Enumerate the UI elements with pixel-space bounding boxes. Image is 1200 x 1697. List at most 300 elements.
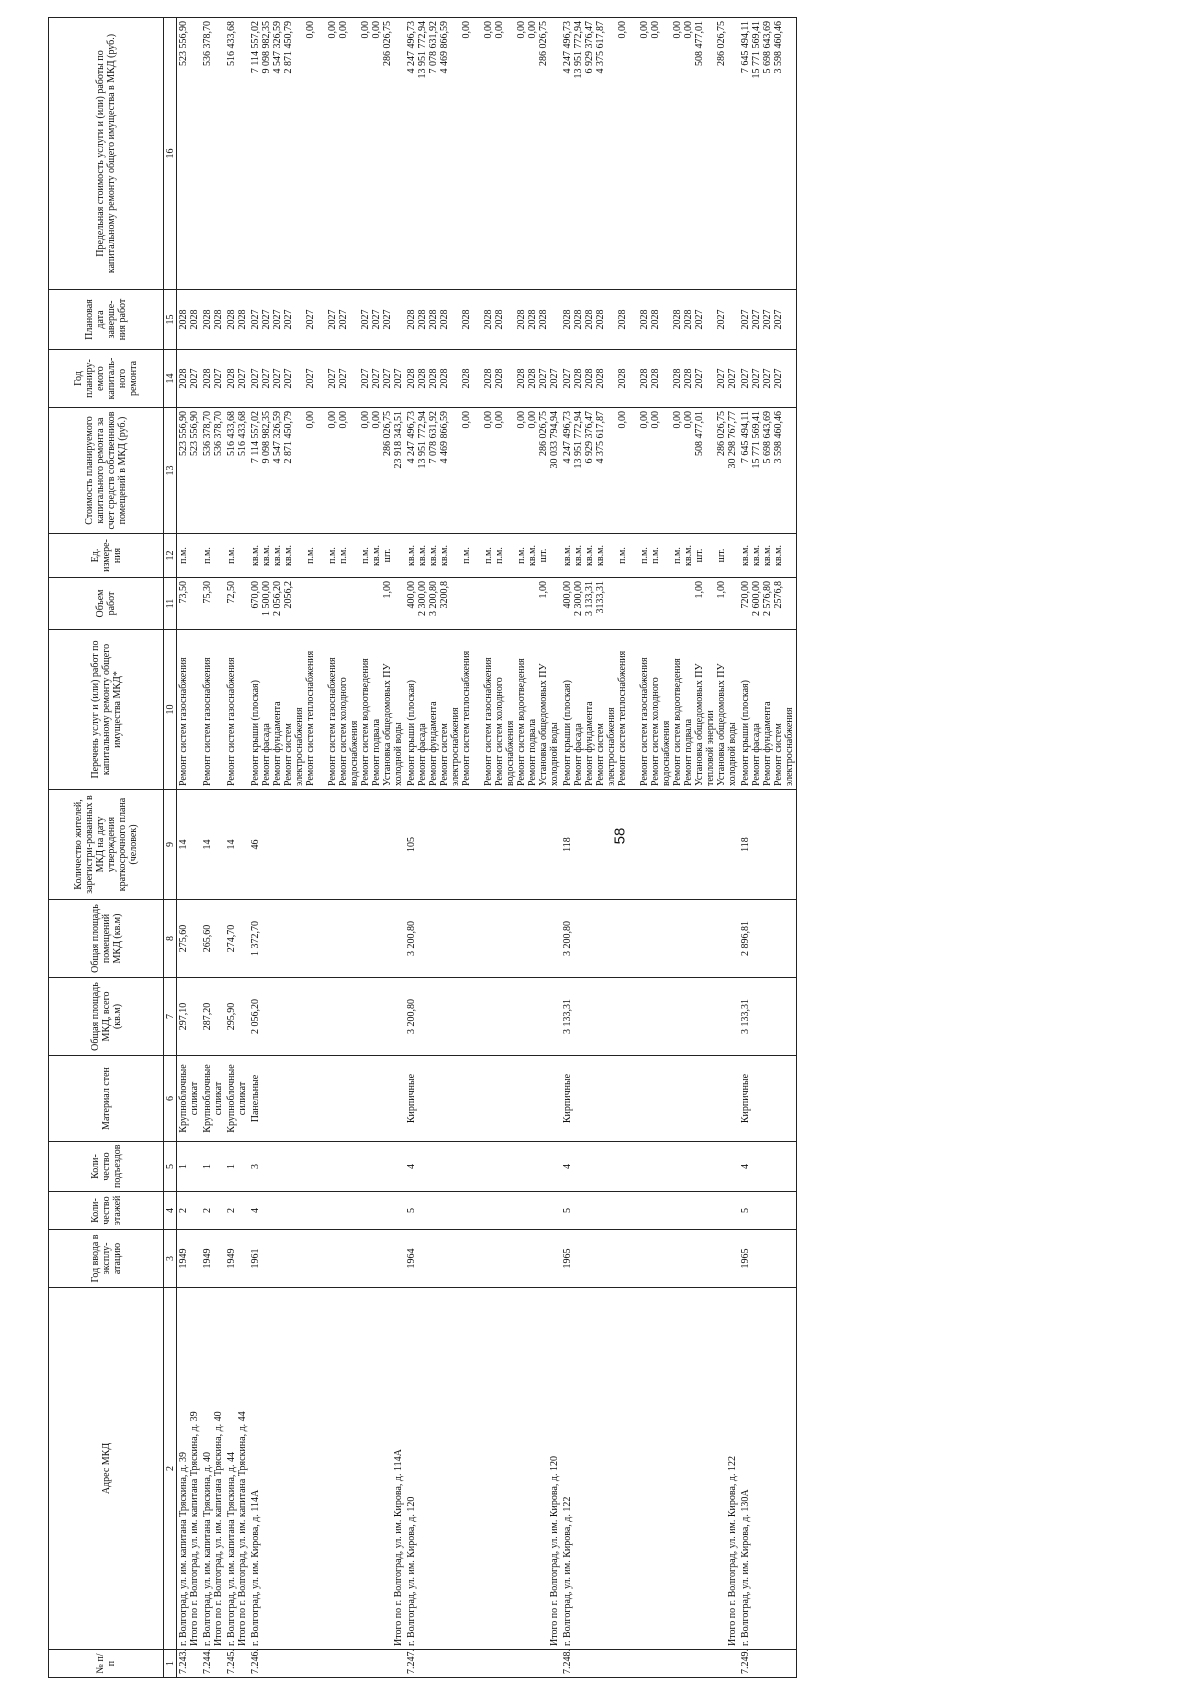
limit-cost-line: 0,00 — [371, 21, 382, 39]
completion-date-line: 2027 — [272, 309, 283, 330]
repair-year-line: 2027 — [538, 368, 549, 389]
limit-cost-line: 0,00 — [639, 21, 650, 39]
works-list-line: Ремонт систем — [595, 723, 606, 786]
planned-cost-line: 0,00 — [338, 411, 349, 429]
work-volume-line: 1,00 — [716, 581, 727, 599]
works-list — [405, 630, 561, 790]
column-header-8: Общая площадь помещений МКД (кв.м) — [49, 900, 164, 978]
address-cell-line: г. Волгоград, ул. им. капитана Тряскина, д. 40 — [202, 1451, 213, 1646]
planned-cost — [249, 408, 405, 534]
completion-date-line: 2027 — [762, 309, 773, 330]
planned-cost-line — [705, 411, 716, 530]
work-volume-line — [628, 581, 639, 626]
completion-date-line: 2027 — [773, 309, 784, 330]
work-volume-line: 2576,8 — [773, 581, 784, 609]
planned-cost-line — [316, 411, 327, 530]
limit-cost-line: 0,00 — [338, 21, 349, 39]
limit-cost-line — [189, 21, 200, 286]
completion-date-line — [505, 293, 516, 346]
address-cell-line — [417, 1291, 428, 1646]
repair-year-line: 2027 — [382, 368, 393, 389]
repair-year-line: 2028 — [672, 368, 683, 389]
row-number: 7.246. — [249, 1650, 405, 1678]
column-number-10: 10 — [164, 630, 177, 790]
premises-area: 2 896,81 — [739, 900, 797, 978]
unit-cell-line: кв.м. — [428, 545, 439, 566]
floors-count: 5 — [561, 1192, 739, 1230]
planned-cost-line: 0,00 — [527, 411, 538, 429]
planned-cost-line — [606, 411, 617, 530]
completion-date-line: 2027 — [382, 309, 393, 330]
works-list-line: Ремонт систем газоснабжения — [202, 657, 213, 786]
repair-year-line: 2027 — [213, 368, 224, 389]
planned-cost-line: 5 698 643,69 — [762, 411, 773, 464]
planned-cost-line: 516 433,68 — [226, 411, 237, 456]
works-list-line: Ремонт систем газоснабжения — [178, 657, 189, 786]
column-header-5: Коли-чество подъездов — [49, 1142, 164, 1192]
works-list-line: водоснабжения — [505, 720, 516, 786]
limit-cost-line: 7 645 494,11 — [740, 21, 751, 74]
works-list-line: Установка общедомовых ПУ — [694, 663, 705, 786]
repair-year-line: 2028 — [650, 368, 661, 389]
limit-cost-line: 0,00 — [672, 21, 683, 39]
commission-year: 1949 — [225, 1230, 249, 1288]
limit-cost-line: 13 951 772,94 — [573, 21, 584, 79]
page-number: 58 — [611, 827, 629, 845]
address-cell-line — [272, 1291, 283, 1646]
completion-date-line: 2028 — [439, 309, 450, 330]
planned-cost-line: 536 378,70 — [202, 411, 213, 456]
work-volume-line — [237, 581, 248, 626]
work-volume-line — [360, 581, 371, 626]
completion-date-line: 2028 — [417, 309, 428, 330]
row-number: 7.247. — [405, 1650, 561, 1678]
planned-cost-line: 0,00 — [683, 411, 694, 429]
planned-cost-line — [628, 411, 639, 530]
limit-cost-line: 3 598 460,46 — [773, 21, 784, 74]
work-volume-line: 3133,31 — [595, 581, 606, 614]
work-volume-line: 670,00 — [250, 581, 261, 609]
completion-date-line: 2028 — [516, 309, 527, 330]
wall-material: Крупноблочные силикат — [225, 1056, 249, 1142]
planned-cost-line: 4 375 617,87 — [595, 411, 606, 464]
limit-cost-line — [705, 21, 716, 286]
works-list-line: Ремонт систем холодного — [494, 677, 505, 786]
repair-year-line: 2027 — [250, 368, 261, 389]
repair-year-line — [316, 353, 327, 404]
work-volume-line: 400,00 — [406, 581, 417, 609]
work-volume-line: 2 576,80 — [762, 581, 773, 616]
repair-year-line: 2028 — [527, 368, 538, 389]
works-list-line: Ремонт систем — [439, 723, 450, 786]
completion-date-line: 2027 — [261, 309, 272, 330]
work-volume-line: 2056,2 — [283, 581, 294, 609]
address-cell-line — [762, 1291, 773, 1646]
address-cell-line — [360, 1291, 371, 1646]
repair-year-line: 2028 — [461, 368, 472, 389]
work-volume-line — [472, 581, 483, 626]
total-area: 297,10 — [177, 978, 202, 1056]
unit-cell-line: кв.м. — [371, 545, 382, 566]
total-area: 2 056,20 — [249, 978, 405, 1056]
completion-date-line — [606, 293, 617, 346]
completion-date-line — [393, 293, 404, 346]
completion-date-line: 2028 — [538, 309, 549, 330]
work-volume-line — [727, 581, 738, 626]
unit-cell-line: п.м. — [305, 547, 316, 564]
repair-year-line — [505, 353, 516, 404]
limit-cost-line: 286 026,75 — [382, 21, 393, 66]
repair-year-line: 2027 — [237, 368, 248, 389]
address-cell-line — [472, 1291, 483, 1646]
completion-date-line: 2028 — [406, 309, 417, 330]
planned-cost-line: 0,00 — [371, 411, 382, 429]
planned-cost — [561, 408, 739, 534]
unit-cell-line — [606, 537, 617, 574]
residents-count: 14 — [177, 790, 202, 900]
work-volume-line — [606, 581, 617, 626]
unit-cell-line: кв.м. — [283, 545, 294, 566]
repair-year-line: 2027 — [549, 368, 560, 389]
repair-year-line: 2027 — [327, 368, 338, 389]
limit-cost-line: 0,00 — [305, 21, 316, 39]
limit-cost-line — [450, 21, 461, 286]
completion-date-line: 2028 — [483, 309, 494, 330]
planned-cost-line — [661, 411, 672, 530]
unit-cell-line: шт. — [538, 548, 549, 563]
works-list — [561, 630, 739, 790]
work-volume — [177, 578, 202, 630]
address-cell-line — [494, 1291, 505, 1646]
limit-cost — [561, 18, 739, 290]
planned-cost-line: 536 378,70 — [213, 411, 224, 456]
repair-year-line: 2028 — [516, 368, 527, 389]
completion-date-line — [450, 293, 461, 346]
address-cell-line: Итого по г. Волгоград, ул. им. Кирова, д. 122 — [727, 1455, 738, 1646]
unit-cell — [561, 534, 739, 578]
unit-cell-line: п.м. — [672, 547, 683, 564]
repair-year — [739, 350, 797, 408]
table-row — [177, 18, 202, 1678]
works-list-line: Установка общедомовых ПУ — [716, 663, 727, 786]
work-volume-line — [705, 581, 716, 626]
unit-cell-line: кв.м. — [773, 545, 784, 566]
completion-date-line: 2028 — [494, 309, 505, 330]
works-list-line: электроснабжения — [784, 707, 795, 786]
repair-year-line: 2027 — [694, 368, 705, 389]
works-list-line: холодной воды — [727, 722, 738, 786]
planned-cost-line — [294, 411, 305, 530]
work-volume — [225, 578, 249, 630]
work-volume-line: 400,00 — [562, 581, 573, 609]
unit-cell-line — [628, 537, 639, 574]
premises-area: 274,70 — [225, 900, 249, 978]
address-cell-line — [661, 1291, 672, 1646]
column-number-5: 5 — [164, 1142, 177, 1192]
works-list-line: Ремонт систем газоснабжения — [327, 657, 338, 786]
column-header-1: № п/п — [49, 1650, 164, 1678]
address-cell-line — [382, 1291, 393, 1646]
works-list-line: холодной воды — [549, 722, 560, 786]
residents-count: 46 — [249, 790, 405, 900]
planned-cost-line: 0,00 — [305, 411, 316, 429]
unit-cell-line — [450, 537, 461, 574]
address-cell-line — [639, 1291, 650, 1646]
floors-count: 2 — [225, 1192, 249, 1230]
planned-cost-line: 0,00 — [672, 411, 683, 429]
repair-year-line — [661, 353, 672, 404]
work-volume-line — [639, 581, 650, 626]
unit-cell — [405, 534, 561, 578]
column-number-6: 6 — [164, 1056, 177, 1142]
column-number-4: 4 — [164, 1192, 177, 1230]
total-area: 3 133,31 — [739, 978, 797, 1056]
unit-cell-line: п.м. — [494, 547, 505, 564]
limit-cost-line: 516 433,68 — [226, 21, 237, 66]
address-cell-line — [584, 1291, 595, 1646]
repair-year-line: 2028 — [483, 368, 494, 389]
planned-cost-line: 30 033 794,94 — [549, 411, 560, 469]
work-volume — [405, 578, 561, 630]
address-cell — [177, 1288, 202, 1650]
limit-cost-line: 7 078 631,92 — [428, 21, 439, 74]
repair-year — [249, 350, 405, 408]
address-cell-line — [751, 1291, 762, 1646]
repair-year — [405, 350, 561, 408]
limit-cost-line — [472, 21, 483, 286]
entrances-count: 3 — [249, 1142, 405, 1192]
completion-date-line: 2027 — [250, 309, 261, 330]
limit-cost-line — [393, 21, 404, 286]
completion-date-line: 2027 — [716, 309, 727, 330]
unit-cell-line — [213, 537, 224, 574]
limit-cost-line: 286 026,75 — [538, 21, 549, 66]
planned-cost — [405, 408, 561, 534]
unit-cell-line: кв.м. — [406, 545, 417, 566]
completion-date-line: 2028 — [584, 309, 595, 330]
limit-cost-line — [549, 21, 560, 286]
works-list-line — [472, 633, 483, 786]
completion-date-line: 2027 — [371, 309, 382, 330]
works-list — [225, 630, 249, 790]
unit-cell-line: кв.м. — [573, 545, 584, 566]
entrances-count: 1 — [225, 1142, 249, 1192]
address-cell-line — [538, 1291, 549, 1646]
address-cell-line — [716, 1291, 727, 1646]
column-number-13: 13 — [164, 408, 177, 534]
unit-cell-line: шт. — [694, 548, 705, 563]
completion-date-line — [628, 293, 639, 346]
completion-date-line — [661, 293, 672, 346]
column-header-10: Перечень услуг и (или) работ по капитальному ремонту общего имущества МКД* — [49, 630, 164, 790]
limit-cost-line: 4 547 326,59 — [272, 21, 283, 74]
unit-cell-line — [189, 537, 200, 574]
work-volume-line — [683, 581, 694, 626]
works-list-line: Ремонт фасада — [261, 723, 272, 786]
address-cell-line — [573, 1291, 584, 1646]
planned-cost-line: 0,00 — [327, 411, 338, 429]
repair-year-line: 2028 — [584, 368, 595, 389]
rotated-table-container — [48, 18, 1163, 1678]
premises-area: 3 200,80 — [405, 900, 561, 978]
completion-date-line — [549, 293, 560, 346]
column-number-row — [164, 18, 177, 1678]
works-list-line: Ремонт систем — [283, 723, 294, 786]
planned-cost-line: 9 098 982,35 — [261, 411, 272, 464]
repair-year — [177, 350, 202, 408]
work-volume-line — [617, 581, 628, 626]
table-row — [225, 18, 249, 1678]
address-cell-line — [617, 1291, 628, 1646]
commission-year: 1964 — [405, 1230, 561, 1288]
address-cell-line — [683, 1291, 694, 1646]
address-cell-line: г. Волгоград, ул. им. капитана Тряскина, д. 39 — [178, 1451, 189, 1646]
planned-cost-line — [472, 411, 483, 530]
completion-date-line — [727, 293, 738, 346]
address-cell-line — [439, 1291, 450, 1646]
completion-date-line: 2028 — [178, 309, 189, 330]
works-list-line: Установка общедомовых ПУ — [382, 663, 393, 786]
commission-year: 1949 — [201, 1230, 225, 1288]
column-number-8: 8 — [164, 900, 177, 978]
row-number: 7.244. — [201, 1650, 225, 1678]
limit-cost-line: 4 247 496,73 — [562, 21, 573, 74]
works-list — [249, 630, 405, 790]
entrances-count: 4 — [561, 1142, 739, 1192]
limit-cost-line: 15 771 569,41 — [751, 21, 762, 79]
address-cell-line: г. Волгоград, ул. им. Кирова, д. 114А — [250, 1489, 261, 1646]
work-volume-line — [650, 581, 661, 626]
work-volume-line — [305, 581, 316, 626]
row-number: 7.248. — [561, 1650, 739, 1678]
unit-cell-line: п.м. — [650, 547, 661, 564]
unit-cell-line: п.м. — [639, 547, 650, 564]
limit-cost-line: 13 951 772,94 — [417, 21, 428, 79]
limit-cost-line — [213, 21, 224, 286]
planned-cost-line — [784, 411, 795, 530]
limit-cost — [739, 18, 797, 290]
planned-cost-line — [505, 411, 516, 530]
address-cell-line — [650, 1291, 661, 1646]
total-area: 295,90 — [225, 978, 249, 1056]
entrances-count: 4 — [405, 1142, 561, 1192]
planned-cost-line — [349, 411, 360, 530]
planned-cost-line: 516 433,68 — [237, 411, 248, 456]
works-list-line: водоснабжения — [349, 720, 360, 786]
wall-material: Кирпичные — [405, 1056, 561, 1142]
unit-cell-line — [784, 537, 795, 574]
address-cell-line — [516, 1291, 527, 1646]
unit-cell-line: кв.м. — [595, 545, 606, 566]
works-list-line: тепловой энергии — [705, 710, 716, 786]
limit-cost — [249, 18, 405, 290]
planned-cost-line: 6 929 376,47 — [584, 411, 595, 464]
completion-date — [201, 290, 225, 350]
address-cell — [249, 1288, 405, 1650]
works-list-line — [213, 633, 224, 786]
unit-cell-line: кв.м. — [439, 545, 450, 566]
unit-cell-line: п.м. — [461, 547, 472, 564]
residents-count: 14 — [225, 790, 249, 900]
works-list-line: Ремонт подвала — [527, 718, 538, 786]
address-cell-line — [705, 1291, 716, 1646]
column-header-15: Плановая дата заверше-ния работ — [49, 290, 164, 350]
works-list-line: Ремонт систем водоотведения — [672, 658, 683, 786]
works-list-line: водоснабжения — [661, 720, 672, 786]
limit-cost-line: 0,00 — [461, 21, 472, 39]
repair-year-line: 2027 — [305, 368, 316, 389]
limit-cost-line: 6 929 376,47 — [584, 21, 595, 74]
planned-cost-line: 4 247 496,73 — [406, 411, 417, 464]
table-row — [201, 18, 225, 1678]
premises-area: 1 372,70 — [249, 900, 405, 978]
limit-cost-line: 4 247 496,73 — [406, 21, 417, 74]
unit-cell-line — [549, 537, 560, 574]
address-cell — [561, 1288, 739, 1650]
planned-cost — [177, 408, 202, 534]
work-volume-line — [450, 581, 461, 626]
planned-cost-line: 523 556,90 — [189, 411, 200, 456]
residents-count: 14 — [201, 790, 225, 900]
limit-cost-line: 0,00 — [327, 21, 338, 39]
address-cell-line — [294, 1291, 305, 1646]
works-list-line: Ремонт крыши (плоская) — [562, 680, 573, 786]
repair-year-line: 2027 — [393, 368, 404, 389]
floors-count: 2 — [177, 1192, 202, 1230]
limit-cost-line: 286 026,75 — [716, 21, 727, 66]
completion-date-line: 2027 — [360, 309, 371, 330]
planned-cost-line: 30 298 767,77 — [727, 411, 738, 469]
work-volume-line: 720,00 — [740, 581, 751, 609]
address-cell-line — [595, 1291, 606, 1646]
address-cell — [225, 1288, 249, 1650]
works-list-line: Ремонт крыши (плоская) — [406, 680, 417, 786]
unit-cell-line: п.м. — [327, 547, 338, 564]
planned-cost-line: 0,00 — [461, 411, 472, 429]
work-volume-line — [527, 581, 538, 626]
work-volume-line — [661, 581, 672, 626]
works-list-line: Ремонт систем водоотведения — [516, 658, 527, 786]
limit-cost-line: 4 375 617,87 — [595, 21, 606, 74]
work-volume — [201, 578, 225, 630]
repair-year-line: 2028 — [439, 368, 450, 389]
limit-cost-line — [505, 21, 516, 286]
works-list-line — [628, 633, 639, 786]
row-number: 7.245. — [225, 1650, 249, 1678]
unit-cell-line — [316, 537, 327, 574]
address-cell-line — [261, 1291, 272, 1646]
completion-date — [225, 290, 249, 350]
address-cell-line — [483, 1291, 494, 1646]
planned-cost-line: 23 918 343,51 — [393, 411, 404, 469]
column-number-3: 3 — [164, 1230, 177, 1288]
column-number-16: 16 — [164, 18, 177, 290]
total-area: 3 200,80 — [405, 978, 561, 1056]
work-volume-line — [505, 581, 516, 626]
planned-cost-line: 15 771 569,41 — [751, 411, 762, 469]
limit-cost-line: 0,00 — [683, 21, 694, 39]
limit-cost-line: 0,00 — [516, 21, 527, 39]
work-volume-line: 1,00 — [382, 581, 393, 599]
table-row — [405, 18, 561, 1678]
completion-date-line: 2028 — [189, 309, 200, 330]
completion-date-line: 2028 — [683, 309, 694, 330]
limit-cost-line — [294, 21, 305, 286]
premises-area: 275,60 — [177, 900, 202, 978]
repair-year-line: 2028 — [406, 368, 417, 389]
limit-cost — [177, 18, 202, 290]
commission-year: 1965 — [561, 1230, 739, 1288]
